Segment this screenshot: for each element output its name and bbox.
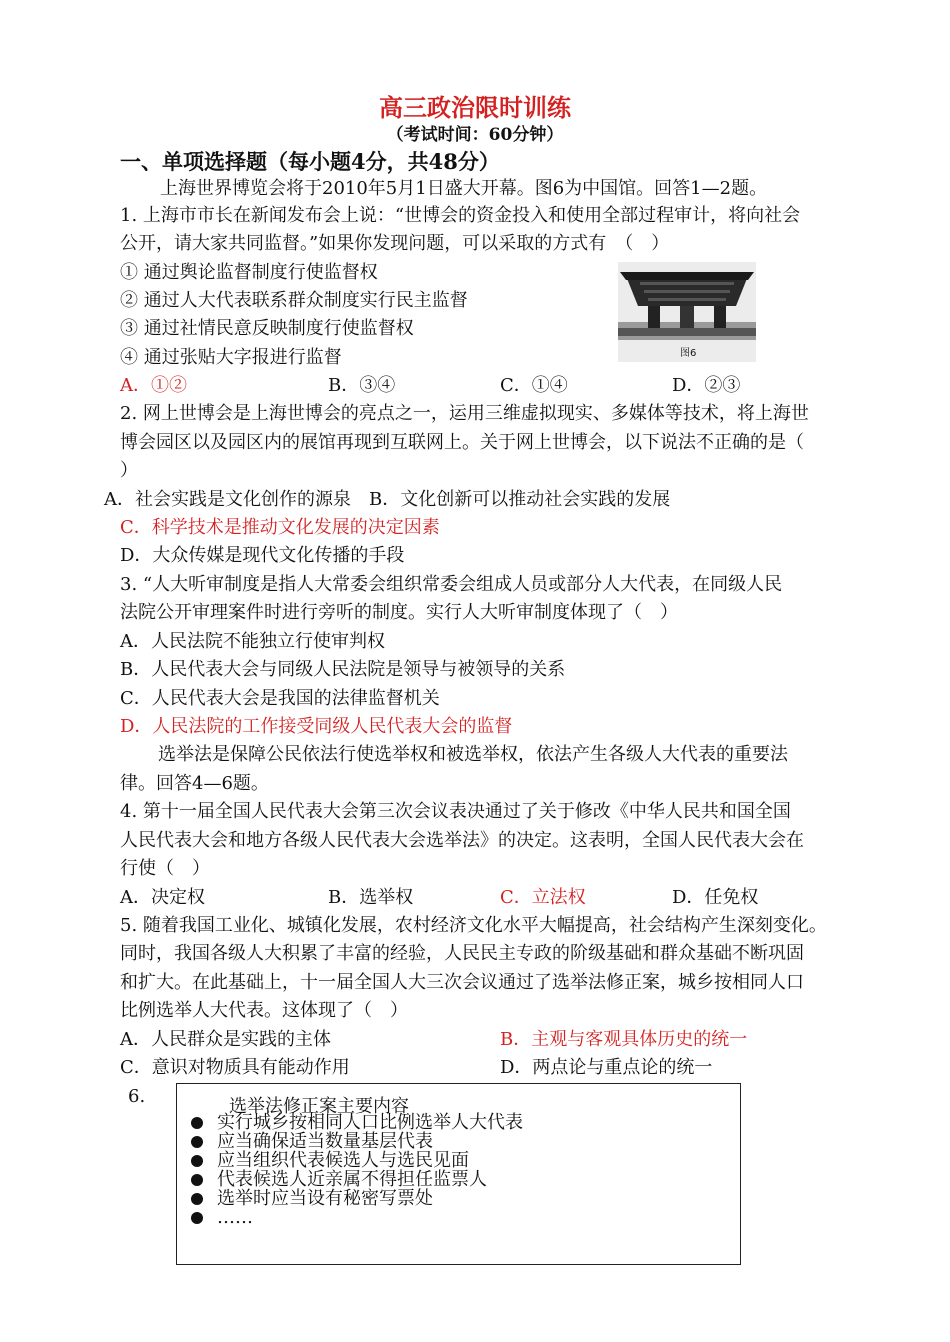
q5-option-b: B．主观与客观具体历史的统一 xyxy=(500,1029,748,1050)
q1-option-d: D．②③ xyxy=(672,375,741,396)
q1-stem-2: 公开，请大家共同监督。”如果你发现问题，可以采取的方式有 （ ） xyxy=(120,233,670,254)
bullet-icon xyxy=(191,1155,203,1167)
figure-caption: 图6 xyxy=(680,348,697,359)
q3-option-a: A．人民法院不能独立行使审判权 xyxy=(120,631,385,652)
q5-stem-4: 比例选举人大代表。这体现了（ ） xyxy=(120,1000,408,1021)
q5-stem-3: 和扩大。在此基础上，十一届全国人大三次会议通过了选举法修正案，城乡按相同人口 xyxy=(120,972,804,993)
q2-option-c: C．科学技术是推动文化发展的决定因素 xyxy=(120,517,440,538)
china-pavilion-figure xyxy=(618,262,756,362)
q3-option-c: C．人民代表大会是我国的法律监督机关 xyxy=(120,688,440,709)
q6-bullet-1: 实行城乡按相同人口比例选举人大代表 xyxy=(191,1113,523,1133)
page-title: 高三政治限时训练 xyxy=(379,93,571,122)
q6-content-box xyxy=(176,1083,741,1265)
q2-stem-3: ） xyxy=(120,460,138,481)
q1-item-4: ④ 通过张贴大字报进行监督 xyxy=(120,347,342,368)
q4-stem-1: 4. 第十一届全国人民代表大会第三次会议表决通过了关于修改《中华人民共和国全国 xyxy=(120,801,791,822)
bullet-icon xyxy=(191,1117,203,1129)
bullet-icon xyxy=(191,1136,203,1148)
q2-stem-2: 博会园区以及园区内的展馆再现到互联网上。关于网上世博会，以下说法不正确的是（ xyxy=(120,432,804,453)
q5-option-d: D．两点论与重点论的统一 xyxy=(500,1057,713,1078)
q5-option-c: C．意识对物质具有能动作用 xyxy=(120,1057,350,1078)
q2-stem-1: 2. 网上世博会是上海世博会的亮点之一，运用三维虚拟现实、多媒体等技术，将上海世 xyxy=(120,403,809,424)
q6-bullet-4: 代表候选人近亲属不得担任监票人 xyxy=(191,1170,487,1190)
q4-option-c: C．立法权 xyxy=(500,887,586,908)
intro-2-line-1: 选举法是保障公民依法行使选举权和被选举权，依法产生各级人大代表的重要法 xyxy=(158,744,788,765)
q1-option-c: C．①④ xyxy=(500,375,568,396)
q3-option-b: B．人民代表大会与同级人民法院是领导与被领导的关系 xyxy=(120,659,566,680)
q3-option-d: D．人民法院的工作接受同级人民代表大会的监督 xyxy=(120,716,513,737)
page-subtitle: （考试时间：60分钟） xyxy=(386,125,564,145)
intro-1: 上海世界博览会将于2010年5月1日盛大开幕。图6为中国馆。回答1—2题。 xyxy=(160,178,768,199)
q6-bullet-6: …… xyxy=(191,1208,253,1228)
q1-stem-1: 1. 上海市市长在新闻发布会上说：“世博会的资金投入和使用全部过程审计，将向社会 xyxy=(120,205,801,226)
q3-stem-2: 法院公开审理案件时进行旁听的制度。实行人大听审制度体现了（ ） xyxy=(120,602,678,623)
section-heading: 一、单项选择题（每小题4分，共48分） xyxy=(120,149,500,174)
q3-stem-1: 3. “人大听审制度是指人大常委会组织常委会组成人员或部分人大代表，在同级人民 xyxy=(120,574,783,595)
q6-bullet-5: 选举时应当设有秘密写票处 xyxy=(191,1189,433,1209)
q4-option-b: B．选举权 xyxy=(328,887,414,908)
q6-number: 6. xyxy=(128,1086,146,1107)
q4-option-a: A．决定权 xyxy=(120,887,205,908)
q1-item-1: ① 通过舆论监督制度行使监督权 xyxy=(120,262,378,283)
q2-option-d: D．大众传媒是现代文化传播的手段 xyxy=(120,545,405,566)
q6-box-title: 选举法修正案主要内容 xyxy=(229,1096,409,1117)
q1-option-a: A．①② xyxy=(120,375,187,396)
q2-options-ab: A．社会实践是文化创作的源泉 B．文化创新可以推动社会实践的发展 xyxy=(104,489,671,510)
q5-option-a: A．人民群众是实践的主体 xyxy=(120,1029,331,1050)
q4-stem-3: 行使（ ） xyxy=(120,858,210,879)
q5-stem-2: 同时，我国各级人大积累了丰富的经验，人民民主专政的阶级基础和群众基础不断巩固 xyxy=(120,943,804,964)
q1-item-3: ③ 通过社情民意反映制度行使监督权 xyxy=(120,318,414,339)
bullet-icon xyxy=(191,1174,203,1186)
q6-bullet-3: 应当组织代表候选人与选民见面 xyxy=(191,1151,469,1171)
q4-stem-2: 人民代表大会和地方各级人民代表大会选举法》的决定。这表明，全国人民代表大会在 xyxy=(120,830,804,851)
q1-option-b: B．③④ xyxy=(328,375,396,396)
bullet-icon xyxy=(191,1193,203,1205)
q6-bullet-2: 应当确保适当数量基层代表 xyxy=(191,1132,433,1152)
q4-option-d: D．任免权 xyxy=(672,887,759,908)
intro-2-line-2: 律。回答4—6题。 xyxy=(120,773,269,794)
q5-stem-1: 5. 随着我国工业化、城镇化发展，农村经济文化水平大幅提高，社会结构产生深刻变化。 xyxy=(120,915,827,936)
q1-item-2: ② 通过人大代表联系群众制度实行民主监督 xyxy=(120,290,468,311)
bullet-icon xyxy=(191,1212,203,1224)
